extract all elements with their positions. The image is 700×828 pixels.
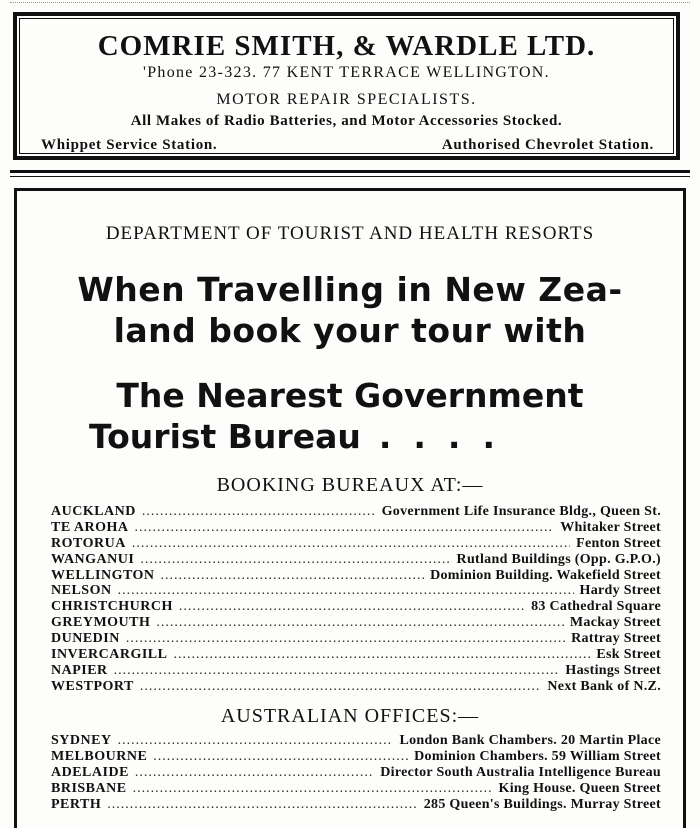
office-city: BRISBANE bbox=[51, 780, 127, 796]
office-city: MELBOURNE bbox=[51, 748, 148, 764]
tourist-bureau-advertisement bbox=[14, 188, 686, 828]
dot-leader bbox=[179, 599, 525, 615]
list-item bbox=[51, 647, 661, 663]
office-address: Dominion Building. Wakefield Street bbox=[430, 567, 661, 583]
department-title: DEPARTMENT OF TOURIST AND HEALTH RESORTS bbox=[105, 223, 595, 244]
australian-offices-title: AUSTRALIAN OFFICES:— bbox=[220, 705, 480, 727]
bureau-heading bbox=[17, 375, 683, 457]
office-address: Mackay Street bbox=[569, 615, 661, 631]
office-city: WESTPORT bbox=[51, 678, 134, 694]
dot-leader bbox=[173, 647, 590, 663]
dot-leader bbox=[118, 583, 574, 599]
list-item bbox=[51, 520, 661, 536]
list-item bbox=[51, 765, 661, 781]
bureau-dots: .... bbox=[378, 417, 518, 456]
office-address: Whitaker Street bbox=[560, 519, 661, 535]
list-item bbox=[51, 568, 661, 584]
list-item bbox=[51, 552, 661, 568]
list-item bbox=[51, 615, 661, 631]
headline-line-1: When Travelling in New Zea- bbox=[77, 270, 623, 309]
office-city: NAPIER bbox=[51, 662, 108, 678]
office-city: ADELAIDE bbox=[51, 764, 129, 780]
office-address: Government Life Insurance Bldg., Queen St. bbox=[381, 504, 661, 519]
list-item bbox=[51, 599, 661, 615]
office-city: PERTH bbox=[51, 796, 102, 812]
office-address: King House. Queen Street bbox=[498, 780, 661, 796]
office-address: London Bank Chambers. 20 Martin Place bbox=[399, 733, 661, 748]
office-address: Next Bank of N.Z. bbox=[547, 678, 661, 694]
office-city: CHRISTCHURCH bbox=[51, 599, 173, 615]
booking-bureaux-title: BOOKING BUREAUX AT:— bbox=[216, 474, 484, 496]
comrie-smith-advertisement bbox=[13, 12, 680, 160]
list-item bbox=[51, 749, 661, 765]
headline-line-2: land book your tour with bbox=[113, 311, 587, 350]
office-address: Esk Street bbox=[596, 647, 661, 663]
dot-leader bbox=[140, 679, 542, 695]
list-item bbox=[51, 797, 661, 813]
top-rule bbox=[10, 2, 690, 3]
office-address: Hastings Street bbox=[565, 662, 661, 678]
office-city: AUCKLAND bbox=[51, 504, 136, 519]
dot-leader bbox=[118, 733, 394, 749]
list-item bbox=[51, 504, 661, 520]
dot-leader bbox=[140, 552, 450, 568]
bureau-line-1: The Nearest Government bbox=[116, 376, 584, 415]
office-city: INVERCARGILL bbox=[51, 647, 168, 663]
bureau-line-2: Tourist Bureau bbox=[89, 417, 361, 456]
firm-stock-line: All Makes of Radio Batteries, and Motor Accessories Stocked. bbox=[130, 113, 563, 129]
office-city: TE AROHA bbox=[51, 519, 129, 535]
booking-bureaux-list bbox=[51, 504, 661, 695]
list-item bbox=[51, 631, 661, 647]
dot-leader bbox=[133, 781, 493, 797]
service-line bbox=[41, 137, 654, 154]
office-city: DUNEDIN bbox=[51, 631, 120, 647]
list-item bbox=[51, 663, 661, 679]
list-item bbox=[51, 733, 661, 749]
list-item bbox=[51, 536, 661, 552]
service-left: Whippet Service Station. bbox=[41, 137, 218, 153]
list-item bbox=[51, 679, 661, 695]
office-address: 285 Queen's Buildings. Murray Street bbox=[423, 796, 661, 812]
office-city: WANGANUI bbox=[51, 551, 135, 567]
office-city: ROTORUA bbox=[51, 535, 126, 551]
firm-specialty: MOTOR REPAIR SPECIALISTS. bbox=[216, 91, 477, 108]
bureau-line-2-wrap bbox=[17, 416, 683, 457]
dot-leader bbox=[142, 504, 376, 520]
dot-leader bbox=[161, 568, 425, 584]
dot-leader bbox=[107, 797, 417, 813]
office-city: GREYMOUTH bbox=[51, 615, 151, 631]
office-address: 83 Cathedral Square bbox=[531, 599, 661, 615]
office-address: Rattray Street bbox=[571, 631, 661, 647]
dot-leader bbox=[135, 765, 374, 781]
office-address: Director South Australia Intelligence Bureau bbox=[380, 764, 661, 780]
divider-thin bbox=[10, 176, 690, 177]
office-address: Hardy Street bbox=[579, 583, 661, 599]
dot-leader bbox=[126, 631, 565, 647]
dot-leader bbox=[114, 663, 560, 679]
list-item bbox=[51, 781, 661, 797]
office-city: WELLINGTON bbox=[51, 567, 155, 583]
list-item bbox=[51, 583, 661, 599]
headline bbox=[17, 269, 683, 351]
dot-leader bbox=[135, 520, 555, 536]
dot-leader bbox=[132, 536, 570, 552]
office-city: SYDNEY bbox=[51, 733, 112, 748]
service-right: Authorised Chevrolet Station. bbox=[441, 137, 654, 153]
office-address: Fenton Street bbox=[576, 535, 661, 551]
australian-offices-list bbox=[51, 733, 661, 812]
firm-name: COMRIE SMITH, & WARDLE LTD. bbox=[97, 30, 596, 62]
dot-leader bbox=[153, 749, 408, 765]
office-address: Rutland Buildings (Opp. G.P.O.) bbox=[456, 551, 661, 567]
dot-leader bbox=[156, 615, 563, 631]
office-city: NELSON bbox=[51, 583, 112, 599]
divider-thick bbox=[10, 170, 690, 173]
office-address: Dominion Chambers. 59 William Street bbox=[414, 748, 661, 764]
firm-address: 'Phone 23-323. 77 KENT TERRACE WELLINGTON. bbox=[143, 64, 550, 81]
